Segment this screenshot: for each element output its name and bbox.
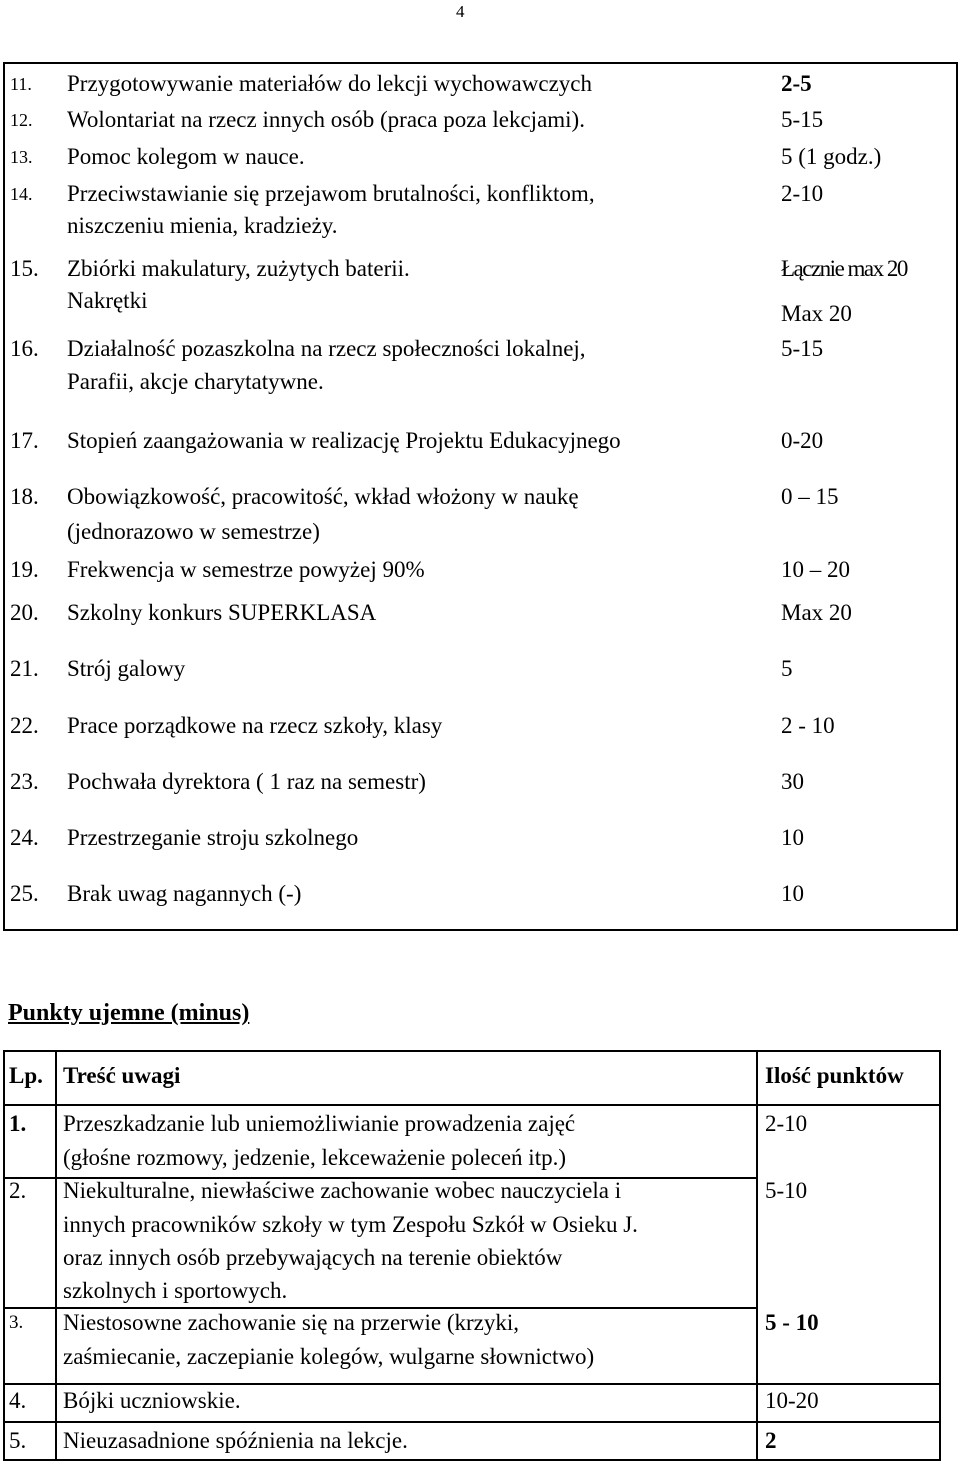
row-number: 16. bbox=[10, 336, 39, 361]
row-number: 12. bbox=[10, 110, 33, 130]
row-points: Łącznie max 20 bbox=[781, 256, 907, 281]
row-description: niszczeniu mienia, kradzieży. bbox=[67, 213, 338, 238]
row-points: 5 bbox=[781, 656, 793, 681]
row-description: Brak uwag nagannych (-) bbox=[67, 881, 302, 906]
row-description: (głośne rozmowy, jedzenie, lekceważenie poleceń itp.) bbox=[63, 1145, 567, 1170]
row-points: 5 - 10 bbox=[765, 1310, 819, 1335]
row-description: Zbiórki makulatury, zużytych baterii. bbox=[67, 256, 410, 281]
row-points: 10 bbox=[781, 881, 804, 906]
header-lp: Lp. bbox=[9, 1063, 43, 1088]
row-description: Obowiązkowość, pracowitość, wkład włożony w naukę bbox=[67, 484, 579, 509]
table-border-top bbox=[3, 62, 958, 64]
row-description: Stopień zaangażowania w realizację Projektu Edukacyjnego bbox=[67, 428, 621, 453]
row-description: Pochwała dyrektora ( 1 raz na semestr) bbox=[67, 769, 426, 794]
row-description: oraz innych osób przebywających na terenie obiektów bbox=[63, 1245, 563, 1270]
row-number: 15. bbox=[10, 256, 39, 281]
row-divider bbox=[3, 1104, 941, 1106]
row-number: 1. bbox=[9, 1111, 27, 1136]
row-points: 5-15 bbox=[781, 336, 824, 361]
row-number: 20. bbox=[10, 600, 39, 625]
row-points: 5-15 bbox=[781, 107, 824, 132]
row-points: 5-10 bbox=[765, 1178, 808, 1203]
row-description: Wolontariat na rzecz innych osób (praca poza lekcjami). bbox=[67, 107, 585, 132]
row-number: 11. bbox=[10, 74, 32, 94]
row-points: 0 – 15 bbox=[781, 484, 839, 509]
row-number: 2. bbox=[9, 1178, 27, 1203]
row-number: 25. bbox=[10, 881, 39, 906]
row-points: 5 (1 godz.) bbox=[781, 144, 882, 169]
row-description: Nieuzasadnione spóźnienia na lekcje. bbox=[63, 1428, 408, 1453]
row-number: 22. bbox=[10, 713, 39, 738]
row-points: 2 bbox=[765, 1428, 777, 1453]
table-border-right bbox=[956, 62, 958, 931]
row-number: 5. bbox=[9, 1428, 27, 1453]
row-number: 18. bbox=[10, 484, 39, 509]
row-number: 24. bbox=[10, 825, 39, 850]
row-number: 17. bbox=[10, 428, 39, 453]
row-number: 23. bbox=[10, 769, 39, 794]
row-description: Bójki uczniowskie. bbox=[63, 1388, 241, 1413]
row-description: Nakrętki bbox=[67, 288, 148, 313]
table-border-left bbox=[3, 62, 5, 931]
column-divider bbox=[756, 1050, 758, 1461]
row-description: Przygotowywanie materiałów do lekcji wychowawczych bbox=[67, 71, 592, 96]
row-number: 14. bbox=[10, 184, 33, 204]
row-description: innych pracowników szkoły w tym Zespołu Szkół w Osieku J. bbox=[63, 1212, 638, 1237]
row-number: 13. bbox=[10, 147, 33, 167]
table-border-left bbox=[3, 1050, 5, 1461]
table-border-top bbox=[3, 1050, 941, 1052]
row-description: Niestosowne zachowanie się na przerwie (krzyki, bbox=[63, 1310, 519, 1335]
row-points-secondary: Max 20 bbox=[781, 301, 852, 326]
row-points: 2 - 10 bbox=[781, 713, 835, 738]
row-description: Pomoc kolegom w nauce. bbox=[67, 144, 305, 169]
row-description: (jednorazowo w semestrze) bbox=[67, 519, 320, 544]
row-points: 2-5 bbox=[781, 71, 812, 96]
row-description: szkolnych i sportowych. bbox=[63, 1278, 288, 1303]
row-description: Frekwencja w semestrze powyżej 90% bbox=[67, 557, 425, 582]
row-points: 0-20 bbox=[781, 428, 824, 453]
row-points: Max 20 bbox=[781, 600, 852, 625]
row-number: 3. bbox=[9, 1312, 24, 1333]
row-points: 2-10 bbox=[765, 1111, 808, 1136]
row-description: zaśmiecanie, zaczepianie kolegów, wulgarne słownictwo) bbox=[63, 1344, 595, 1369]
row-description: Strój galowy bbox=[67, 656, 186, 681]
row-description: Prace porządkowe na rzecz szkoły, klasy bbox=[67, 713, 443, 738]
row-divider bbox=[3, 1421, 941, 1423]
header-content: Treść uwagi bbox=[63, 1063, 181, 1088]
row-points: 10 bbox=[781, 825, 804, 850]
row-description: Przeszkadzanie lub uniemożliwianie prowadzenia zajęć bbox=[63, 1111, 576, 1136]
row-number: 19. bbox=[10, 557, 39, 582]
row-description: Szkolny konkurs SUPERKLASA bbox=[67, 600, 377, 625]
table-border-right bbox=[939, 1050, 941, 1461]
table-border-bottom bbox=[3, 929, 958, 931]
row-description: Przestrzeganie stroju szkolnego bbox=[67, 825, 359, 850]
row-description: Niekulturalne, niewłaściwe zachowanie wobec nauczyciela i bbox=[63, 1178, 622, 1203]
page-number: 4 bbox=[456, 2, 465, 21]
header-points: Ilość punktów bbox=[765, 1063, 904, 1088]
row-number: 21. bbox=[10, 656, 39, 681]
row-points: 10 – 20 bbox=[781, 557, 850, 582]
table-border-bottom bbox=[3, 1459, 941, 1461]
row-description: Działalność pozaszkolna na rzecz społeczności lokalnej, bbox=[67, 336, 586, 361]
row-points: 2-10 bbox=[781, 181, 824, 206]
row-points: 30 bbox=[781, 769, 804, 794]
column-divider bbox=[55, 1050, 57, 1461]
section-title: Punkty ujemne (minus) bbox=[8, 1000, 250, 1026]
row-description: Przeciwstawianie się przejawom brutalności, konfliktom, bbox=[67, 181, 595, 206]
row-number: 4. bbox=[9, 1388, 27, 1413]
row-description: Parafii, akcje charytatywne. bbox=[67, 369, 324, 394]
row-points: 10-20 bbox=[765, 1388, 819, 1413]
